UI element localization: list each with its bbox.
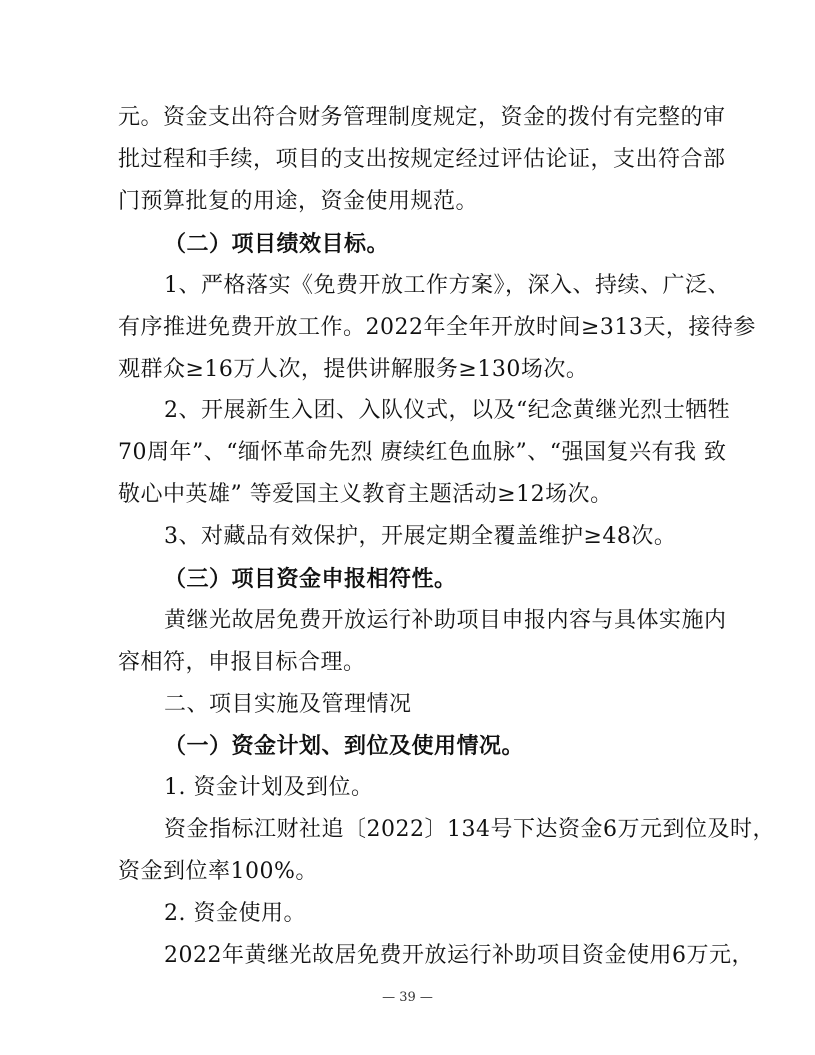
paragraph-line: 1、严格落实《免费开放工作方案》，深入、持续、广泛、	[164, 273, 730, 298]
subsection-heading: 1. 资金计划及到位。	[164, 775, 374, 800]
paragraph-line: 有序推进免费开放工作。2022年全年开放时间≥313天，接待参	[118, 315, 756, 340]
paragraph-line: 容相符，申报目标合理。	[118, 650, 366, 675]
page-number: — 39 —	[382, 990, 433, 1005]
paragraph-line: 观群众≥16万人次，提供讲解服务≥130场次。	[118, 357, 589, 382]
section-heading: （一）资金计划、到位及使用情况。	[164, 733, 525, 759]
paragraph-line: 敬心中英雄” 等爱国主义教育主题活动≥12场次。	[118, 482, 613, 507]
paragraph-line: 2、开展新生入团、入队仪式，以及“纪念黄继光烈士牺牲	[164, 398, 731, 423]
subsection-heading: 2. 资金使用。	[164, 901, 306, 926]
paragraph-line: 3、对藏品有效保护，开展定期全覆盖维护≥48次。	[164, 524, 677, 549]
paragraph-line: 元。资金支出符合财务管理制度规定，资金的拨付有完整的审	[118, 105, 726, 130]
section-heading: （三）项目资金申报相符性。	[164, 566, 457, 592]
section-heading: （二）项目绩效目标。	[164, 231, 390, 257]
paragraph-line: 资金到位率100%。	[118, 859, 318, 884]
paragraph-line: 批过程和手续，项目的支出按规定经过评估论证，支出符合部	[118, 147, 726, 172]
paragraph-line: 资金指标江财社追〔2022〕134号下达资金6万元到位及时，	[164, 817, 775, 842]
chapter-heading: 二、项目实施及管理情况	[164, 692, 412, 717]
paragraph-line: 门预算批复的用途，资金使用规范。	[118, 189, 479, 214]
paragraph-line: 黄继光故居免费开放运行补助项目申报内容与具体实施内	[164, 608, 727, 633]
paragraph-line: 70周年”、“缅怀革命先烈 赓续红色血脉”、“强国复兴有我 致	[118, 440, 727, 465]
paragraph-line: 2022年黄继光故居免费开放运行补助项目资金使用6万元，	[164, 943, 754, 968]
